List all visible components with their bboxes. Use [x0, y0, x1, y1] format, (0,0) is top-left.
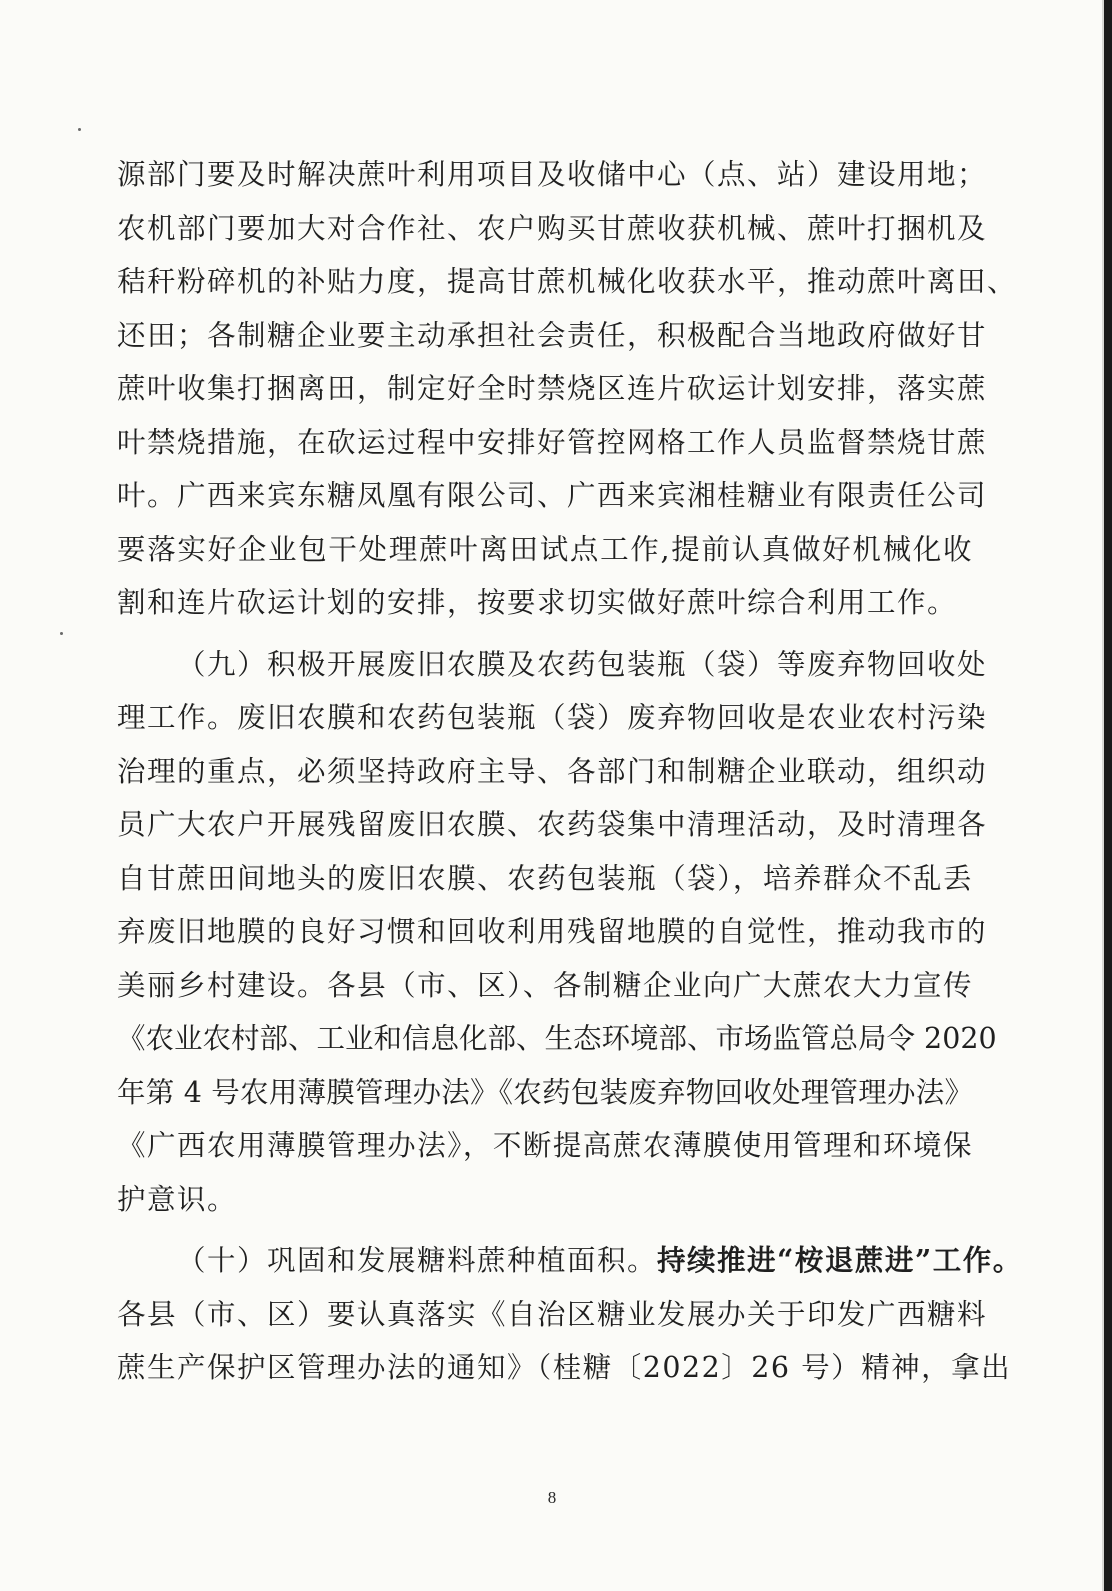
text-line: 还田；各制糖企业要主动承担社会责任，积极配合当地政府做好甘 [117, 318, 988, 352]
bold-emphasis: 持续推进“桉退蔗进”工作。 [657, 1243, 1023, 1277]
text-line: 叶禁烧措施，在砍运过程中安排好管控网格工作人员监督禁烧甘蔗 [117, 425, 988, 459]
text-line: 各县（市、区）要认真落实《自治区糖业发展办关于印发广西糖料 [117, 1297, 988, 1331]
text-line: 蔗生产保护区管理办法的通知》（桂糖〔2022〕26 号）精神，拿出 [117, 1351, 1012, 1384]
text-line: 员广大农户开展残留废旧农膜、农药袋集中清理活动，及时清理各 [117, 808, 988, 841]
section-heading: （十）巩固和发展糖料蔗种植面积。 [177, 1244, 658, 1277]
scan-edge [1104, 0, 1112, 1591]
scan-speck [78, 128, 81, 131]
scan-speck [60, 632, 63, 635]
text-line: 割和连片砍运计划的安排，按要求切实做好蔗叶综合利用工作。 [117, 586, 958, 619]
text-line: 秸秆粉碎机的补贴力度，提高甘蔗机械化收获水平，推动蔗叶离田、 [117, 265, 1018, 298]
text-line: 弃废旧地膜的良好习惯和回收利用残留地膜的自觉性，推动我市的 [117, 915, 988, 948]
text-line: 护意识。 [117, 1182, 238, 1216]
text-line: 年第 4 号农用薄膜管理办法》《农药包装废弃物回收处理管理办法》 [117, 1075, 973, 1109]
body-text [117, 148, 1023, 1395]
section-heading-line [117, 1234, 1023, 1288]
text-line: 农机部门要加大对合作社、农户购买甘蔗收获机械、蔗叶打捆机及 [117, 211, 988, 245]
text-line: 美丽乡村建设。各县（市、区）、各制糖企业向广大蔗农大力宣传 [117, 968, 973, 1002]
paragraph-gap [117, 1226, 973, 1234]
section-heading-line: （九）积极开展废旧农膜及农药包装瓶（袋）等废弃物回收处 [177, 647, 988, 681]
text-line: 治理的重点，必须坚持政府主导、各部门和制糖企业联动，组织动 [117, 754, 988, 788]
text-line: 源部门要及时解决蔗叶利用项目及收储中心（点、站）建设用地； [117, 158, 988, 191]
text-line: 《农业农村部、工业和信息化部、生态环境部、市场监管总局令 2020 [117, 1022, 997, 1055]
page-number: 8 [547, 1488, 557, 1507]
text-line: 《广西农用薄膜管理办法》，不断提高蔗农薄膜使用管理和环境保 [117, 1129, 973, 1162]
text-line: 要落实好企业包干处理蔗叶离田试点工作,提前认真做好机械化收 [117, 532, 973, 566]
text-line: 理工作。废旧农膜和农药包装瓶（袋）废弃物回收是农业农村污染 [117, 701, 988, 734]
paragraph-gap [117, 630, 973, 638]
text-line: 蔗叶收集打捆离田，制定好全时禁烧区连片砍运计划安排，落实蔗 [117, 372, 988, 405]
text-line: 叶。广西来宾东糖凤凰有限公司、广西来宾湘桂糖业有限责任公司 [117, 479, 988, 512]
text-line: 自甘蔗田间地头的废旧农膜、农药包装瓶（袋），培养群众不乱丢 [117, 861, 973, 895]
